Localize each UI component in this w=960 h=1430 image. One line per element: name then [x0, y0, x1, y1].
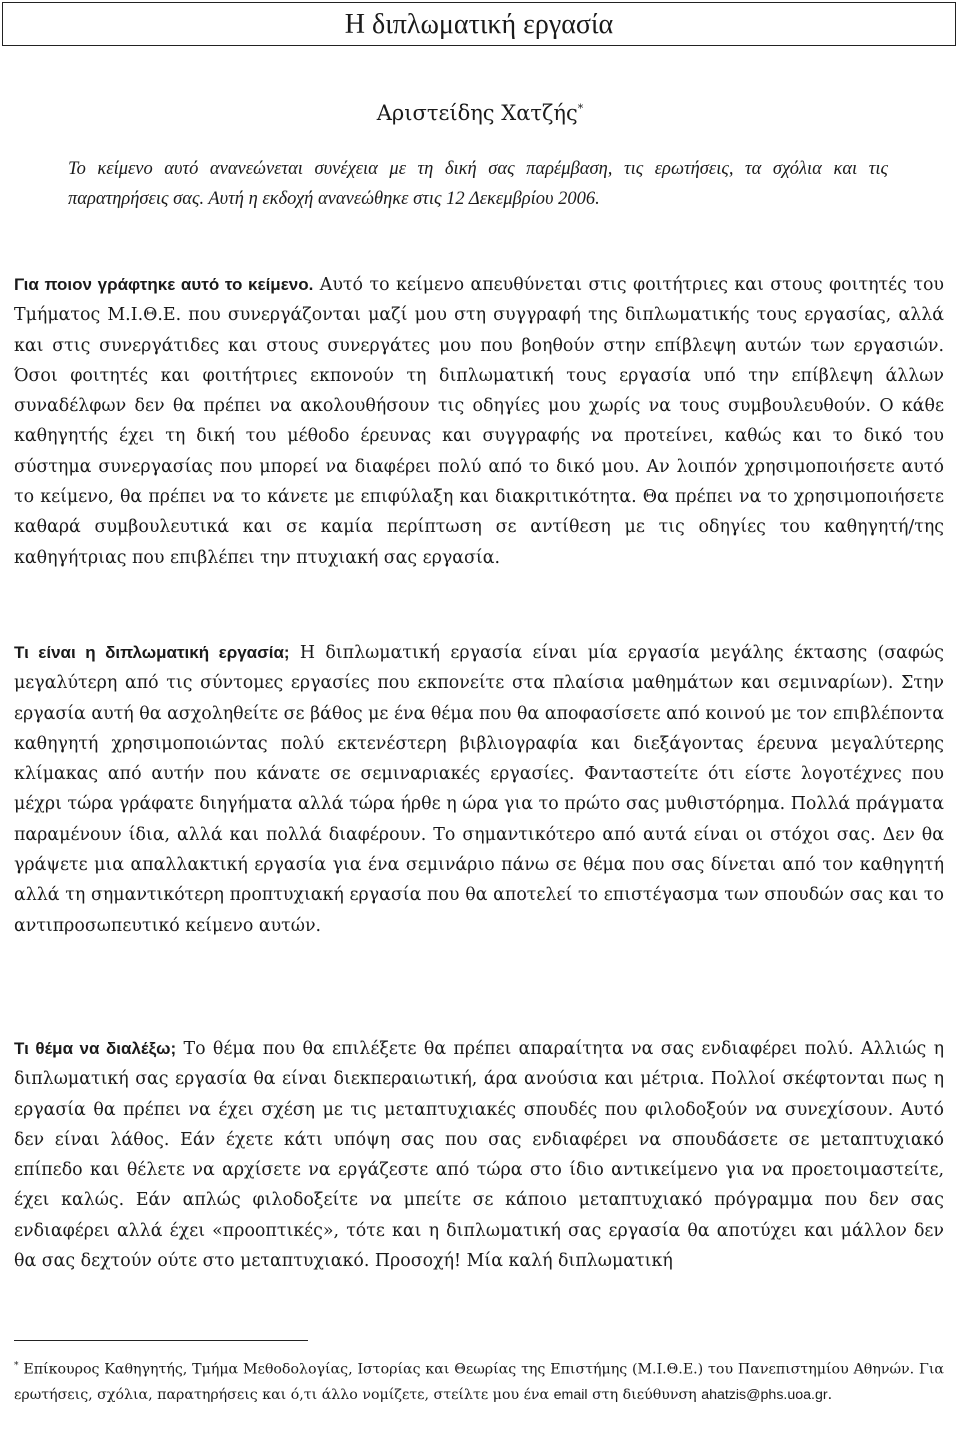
- section-heading: Τι θέμα να διαλέξω;: [14, 1039, 177, 1058]
- footnote-divider: [14, 1340, 308, 1341]
- section-for-whom: [14, 270, 944, 573]
- section-choose-topic: [14, 1034, 944, 1276]
- section-what-is-thesis: [14, 638, 944, 941]
- footnote-marker: *: [14, 1361, 19, 1371]
- author-footnote-marker[interactable]: *: [577, 102, 584, 115]
- author-line: [0, 94, 960, 128]
- footnote: [14, 1354, 944, 1408]
- section-heading: Τι είναι η διπλωματική εργασία;: [14, 643, 290, 662]
- section-body: Αυτό το κείμενο απευθύνεται στις φοιτήτριες και στους φοιτητές του Τμήματος Μ.Ι.Θ.Ε. που συνεργάζονται μαζί μου στη συγγραφή της διπλωματικής τους εργασίας, αλλά και στις συνεργάτιδες και στους συνεργάτες μου που βοηθούν στην επίβλεψη αυτών των εργασιών. Όσοι φοιτητές και φοιτήτριες εκπονούν τη διπλωματική τους εργασία υπό την επίβλεψη άλλων συναδέλφων δεν θα πρέπει να ακολουθήσουν τις οδηγίες μου χωρίς να τους συμβουλευθούν. Ο κάθε καθηγητής έχει τη δική του μέθοδο έρευνας και συγγραφής να προτείνει, καθώς και το δικό του σύστημα συνεργασίας που μπορεί να διαφέρει πολύ από το δικό μου. Αν λοιπόν χρησιμοποιήσετε αυτό το κείμενο, θα πρέπει να το κάνετε με επιφύλαξη και διακριτικότητα. Θα πρέπει να το χρησιμοποιήσετε καθαρά συμβουλευτικά και σε καμία περίπτωση σε αντίθεση με τις οδηγίες του καθηγητή/της καθηγήτριας που επιβλέπει την πτυχιακή σας εργασία.: [14, 275, 944, 568]
- section-body: Η διπλωματική εργασία είναι μία εργασία μεγάλης έκτασης (σαφώς μεγαλύτερη από τις σύντομες εργασίες που εκπονείτε στα πλαίσια μαθημάτων και σεμιναρίων). Στην εργασία αυτή θα ασχοληθείτε σε βάθος με ένα θέμα που θα αποφασίσετε από κοινού με τον επιβλέποντα καθηγητή χρησιμοποιώντας πολύ εκτενέστερη βιβλιογραφία και διεξάγοντας έρευνα μεγαλύτερης κλίμακας από αυτήν που κάνατε σε σεμιναριακές εργασίες. Φανταστείτε ότι είστε λογοτέχνες που μέχρι τώρα γράφατε διηγήματα αλλά τώρα ήρθε η ώρα για το πρώτο σας μυθιστόρημα. Πολλά πράγματα παραμένουν ίδια, αλλά και πολλά διαφέρουν. Το σημαντικότερο από αυτά είναι οι στόχοι σας. Δεν θα γράψετε μια απαλλακτική εργασία για ένα σεμινάριο πάνω σε θέμα που σας δίνεται από τον καθηγητή αλλά τη σημαντικότερη προπτυχιακή εργασία που θα αποτελεί το επιστέγασμα των σπουδών σας και το αντιπροσωπευτικό κείμενο αυτών.: [14, 643, 944, 936]
- author-name: Αριστείδης Χατζής: [376, 101, 578, 125]
- section-heading: Για ποιον γράφτηκε αυτό το κείμενο.: [14, 275, 314, 294]
- document-title: Η διπλωματική εργασία: [344, 9, 614, 40]
- footnote-end: .: [827, 1386, 833, 1403]
- title-box: [2, 2, 956, 46]
- intro-note: Το κείμενο αυτό ανανεώνεται συνέχεια με τη δική σας παρέμβαση, τις ερωτήσεις, τα σχόλια και τις παρατηρήσεις σας. Αυτή η εκδοχή ανανεώθηκε στις 12 Δεκεμβρίου 2006.: [68, 159, 888, 209]
- footnote-email-link[interactable]: ahatzis@phs.uoa.gr: [701, 1386, 828, 1403]
- footnote-email-label: email: [553, 1386, 588, 1403]
- footnote-text: Επίκουρος Καθηγητής, Τμήμα Μεθοδολογίας, Ιστορίας και Θεωρίας της Επιστήμης (Μ.Ι.Θ.Ε.) του Πανεπιστημίου Αθηνών. Για ερωτήσεις, σχόλια, παρατηρήσεις και ό,τι άλλο νομίζετε, στείλτε μου ένα: [14, 1361, 944, 1403]
- footnote-text-after: στη διεύθυνση: [587, 1386, 702, 1403]
- section-body: Το θέμα που θα επιλέξετε θα πρέπει απαραίτητα να σας ενδιαφέρει πολύ. Αλλιώς η διπλωματική σας εργασία θα είναι διεκπεραιωτική, άρα ανούσια και μέτρια. Πολλοί σκέφτονται πως η εργασία θα πρέπει να έχει σχέση με τις μεταπτυχιακές σπουδές που φιλοδοξούν να συνεχίσουν. Αυτό δεν είναι λάθος. Εάν έχετε κάτι υπόψη σας που σας ενδιαφέρει να σπουδάσετε σε μεταπτυχιακό επίπεδο και θέλετε να αρχίσετε να εργάζεστε από τώρα στο ίδιο αντικείμενο για να προετοιμαστείτε, έχει καλώς. Εάν απλώς φιλοδοξείτε να μπείτε σε κάποιο μεταπτυχιακό πρόγραμμα που δεν σας ενδιαφέρει αλλά έχει «προοπτικές», τότε και η διπλωματική σας εργασία θα αποτύχει και μάλλον δεν θα σας δεχτούν ούτε στο μεταπτυχιακό. Προσοχή! Μία καλή διπλωματική: [14, 1039, 944, 1272]
